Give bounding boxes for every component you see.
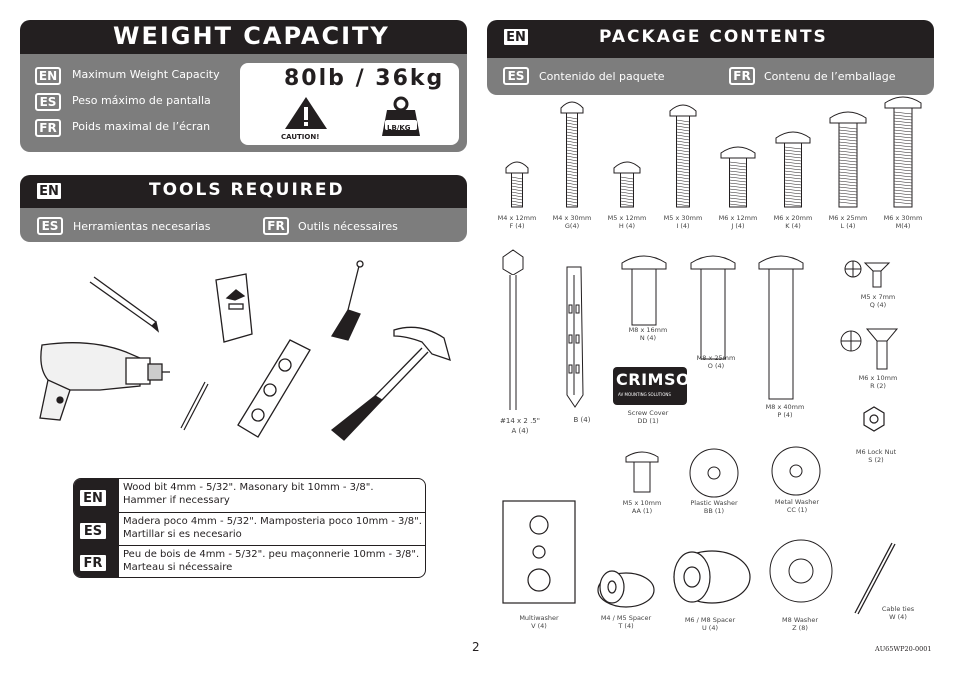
lang-badge-fr: FR — [78, 553, 108, 573]
screw-caption: M5 x 30mm I (4) — [663, 214, 703, 230]
drill-icon — [40, 343, 170, 420]
screw-caption: M6 x 12mm J (4) — [718, 214, 758, 230]
weight-badge-label: LB/KG — [387, 124, 411, 132]
note-es-line1: Madera poco 4mm - 5/32". Mamposteria poco 10mm - 3/8". — [123, 516, 422, 527]
m8-screw-o-icon — [691, 256, 735, 359]
note-en-line2: Hammer if necessary — [123, 495, 230, 506]
lang-badge-es: ES — [35, 93, 61, 111]
wall-anchor-icon — [567, 267, 583, 407]
package-es-text: Contenido del paquete — [539, 70, 665, 83]
weight-fr-text: Poids maximal de l’écran — [72, 120, 211, 133]
note-fr — [119, 548, 425, 574]
package-fr-text: Contenu de l’emballage — [764, 70, 896, 83]
lang-badge-en: EN — [35, 67, 61, 85]
part-caption-a: #14 x 2 .5" A (4) — [500, 417, 540, 435]
screw-0-icon — [506, 162, 528, 207]
crimson-logo-tagline: AV MOUNTING SOLUTIONS — [618, 392, 671, 397]
lang-badge-fr: FR — [35, 119, 61, 137]
part-caption-o: M8 x 25mm O (4) — [696, 354, 736, 370]
part-caption-t: M4 / M5 Spacer T (4) — [600, 614, 652, 630]
part-caption-dd: Screw Cover DD (1) — [627, 409, 669, 425]
page-number: 2 — [472, 640, 480, 654]
screw-6-icon — [830, 112, 866, 207]
screw-row-illustration — [487, 95, 934, 215]
tools-required-title: TOOLS REQUIRED — [149, 180, 345, 200]
cable-tie-icon — [855, 543, 895, 614]
notes-divider — [119, 545, 425, 546]
lang-badge-en: EN — [78, 488, 108, 508]
part-caption-bb: Plastic Washer BB (1) — [690, 499, 738, 515]
part-caption-v: Multiwasher V (4) — [519, 614, 559, 630]
m8-screw-n-icon — [622, 256, 666, 325]
screw-5-icon — [776, 132, 810, 207]
lang-badge-es: ES — [78, 521, 108, 541]
lang-badge-es: ES — [503, 67, 529, 85]
part-caption-cc: Metal Washer CC (1) — [774, 498, 820, 514]
screw-caption: M6 x 30mm M(4) — [883, 214, 923, 230]
note-fr-line2: Marteau si nécessaire — [123, 562, 233, 573]
part-caption-w: Cable ties W (4) — [881, 605, 915, 621]
tools-illustration — [30, 250, 470, 460]
part-caption-u: M6 / M8 Spacer U (4) — [684, 616, 736, 632]
multiwasher-icon — [503, 501, 575, 603]
lang-badge-en: EN — [35, 181, 63, 201]
part-caption-q: M5 x 7mm Q (4) — [860, 293, 896, 309]
screw-caption: M4 x 30mm G(4) — [552, 214, 592, 230]
lang-badge-fr: FR — [729, 67, 755, 85]
screwdriver-icon — [332, 261, 363, 340]
drill-notes-table — [73, 478, 426, 578]
crimson-logo-name: CRIMSON — [616, 370, 704, 389]
part-caption-p: M8 x 40mm P (4) — [765, 403, 805, 419]
note-es-line2: Martillar si es necesario — [123, 529, 242, 540]
part-caption-r: M6 x 10mm R (2) — [858, 374, 898, 390]
note-en — [119, 481, 425, 507]
notes-divider — [119, 512, 425, 513]
part-caption-b: B (4) — [573, 416, 591, 424]
lag-screw-icon — [503, 250, 523, 410]
flat-screw-r-icon — [841, 329, 897, 369]
note-es — [119, 515, 425, 541]
lang-badge-es: ES — [37, 217, 63, 235]
metal-washer-icon — [772, 447, 820, 495]
spacer-t-icon — [598, 571, 654, 607]
weight-capacity-title: WEIGHT CAPACITY — [113, 22, 390, 50]
tools-fr-text: Outils nécessaires — [298, 220, 398, 233]
level-icon — [238, 340, 310, 437]
screw-7-icon — [885, 97, 921, 207]
spacer-u-icon — [674, 551, 750, 603]
m5-screw-aa-icon — [626, 452, 658, 492]
part-caption-z: M8 Washer Z (8) — [782, 616, 818, 632]
screw-caption: M6 x 25mm L (4) — [828, 214, 868, 230]
screw-2-icon — [614, 162, 640, 207]
part-caption-aa: M5 x 10mm AA (1) — [622, 499, 662, 515]
m8-screw-p-icon — [759, 256, 803, 399]
caution-icon — [281, 95, 331, 133]
pencil-icon — [90, 277, 158, 331]
document-code: AU65WP20-0001 — [875, 645, 932, 653]
weight-es-text: Peso máximo de pantalla — [72, 94, 211, 107]
m8-washer-icon — [770, 540, 832, 602]
part-caption-s: M6 Lock Nut S (2) — [855, 448, 897, 464]
part-caption-n: M8 x 16mm N (4) — [628, 326, 668, 342]
drill-bit-icon — [181, 382, 208, 430]
note-fr-line1: Peu de bois de 4mm - 5/32". peu maçonnerie 10mm - 3/8". — [123, 549, 420, 560]
screw-caption: M4 x 12mm F (4) — [497, 214, 537, 230]
weight-en-text: Maximum Weight Capacity — [72, 68, 220, 81]
screw-caption: M6 x 20mm K (4) — [773, 214, 813, 230]
caution-label: CAUTION! — [281, 133, 320, 141]
tools-es-text: Herramientas necesarias — [73, 220, 211, 233]
flat-screw-q-icon — [845, 261, 889, 287]
lang-badge-en: EN — [502, 27, 530, 47]
screw-3-icon — [670, 105, 696, 207]
hammer-icon — [332, 327, 450, 440]
package-contents-title: PACKAGE CONTENTS — [599, 27, 828, 47]
lang-badge-fr: FR — [263, 217, 289, 235]
screw-1-icon — [561, 102, 583, 207]
screw-4-icon — [721, 147, 755, 207]
lock-nut-icon — [864, 407, 884, 431]
plastic-washer-icon — [690, 449, 738, 497]
screw-caption: M5 x 12mm H (4) — [607, 214, 647, 230]
stud-finder-icon — [216, 274, 252, 342]
weight-value: 80lb / 36kg — [284, 66, 445, 91]
note-en-line1: Wood bit 4mm - 5/32". Masonary bit 10mm - 3/8". — [123, 482, 374, 493]
